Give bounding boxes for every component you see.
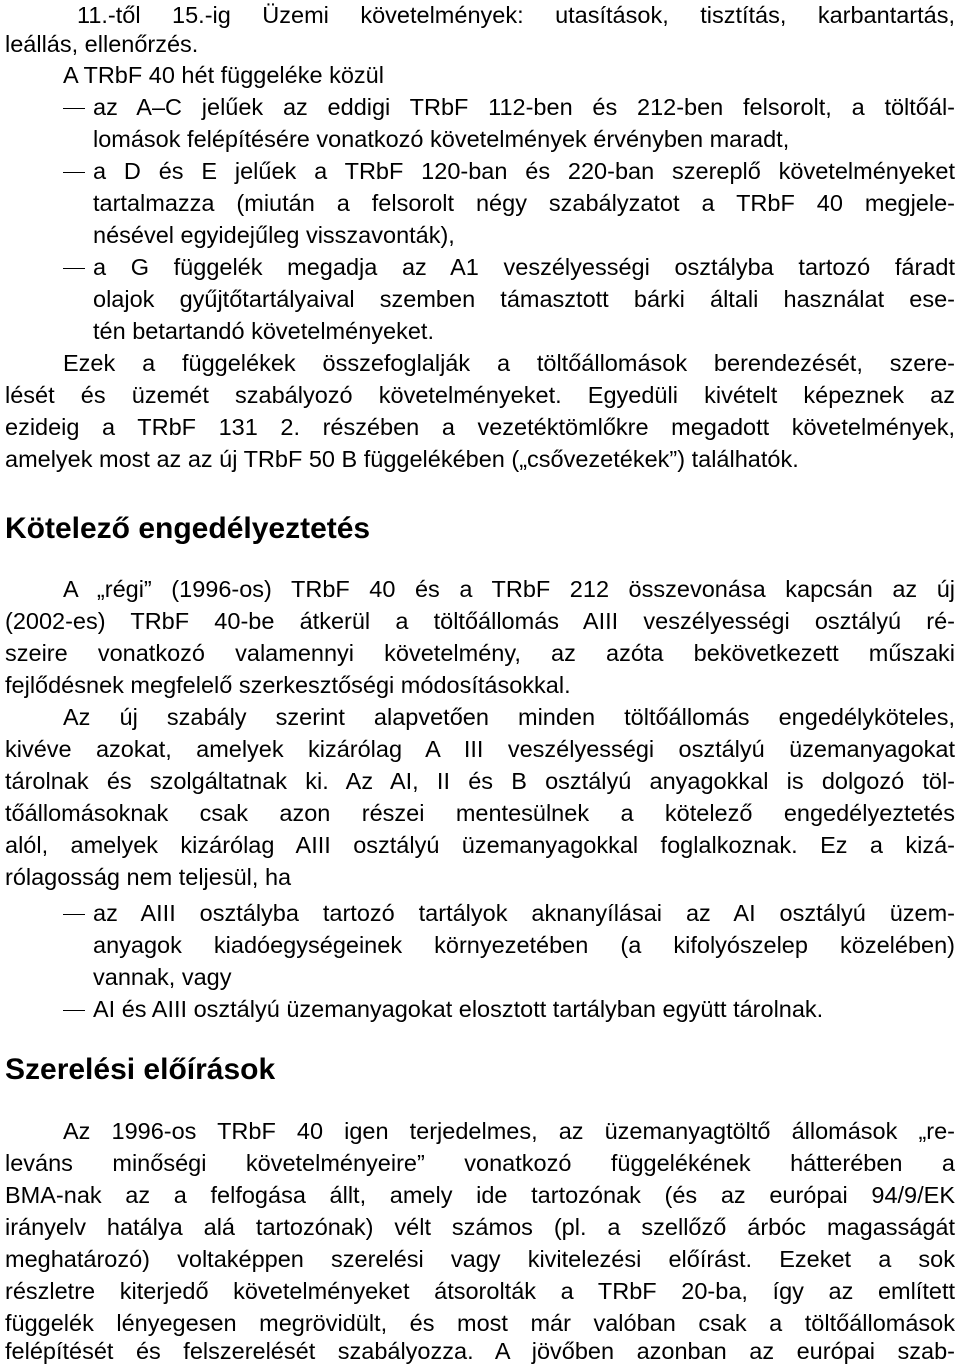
dash-bullet-icon xyxy=(63,914,85,915)
intro-para-line-2: lését és üzemét szabályozó követelményeket. Egyedüli kivételt képeznek az xyxy=(5,382,955,408)
intro-para-line-4: amelyek most az az új TRbF 50 B függelékében („csővezetékek”) találhatók. xyxy=(5,446,799,472)
s2-para-line-5: meghatározó) voltaképpen szerelési vagy kivitelezési előírást. Ezeket a sok xyxy=(5,1246,955,1272)
s2-para-line-4: irányelv hatálya alá tartozónak) vélt számos (pl. a szellőző árbóc magasságát xyxy=(5,1214,955,1240)
s1-para1-line-3: szeire vonatkozó valamennyi követelmény, az azóta bekövetkezett műszaki xyxy=(5,640,955,666)
intro-line-2: leállás, ellenőrzés. xyxy=(5,31,199,57)
dash-bullet-icon xyxy=(63,172,85,173)
s1-bullet-1-line-3: vannak, vagy xyxy=(93,964,232,990)
s2-para-line-6: részletre kiterjedő követelményeket átsorolták a TRbF 20-ba, így az említett xyxy=(5,1278,955,1304)
s1-para1-line-2: (2002-es) TRbF 40-be átkerül a töltőállomás AIII veszélyességi osztályú ré- xyxy=(5,608,955,634)
s1-para2-line-2: kivéve azokat, amelyek kizárólag A III veszélyességi osztályú üzemanyagokat xyxy=(5,736,955,762)
intro-lead: A TRbF 40 hét függeléke közül xyxy=(63,62,384,88)
section-heading-licensing: Kötelező engedélyeztetés xyxy=(5,512,371,545)
intro-bullet-1-line-1: az A–C jelűek az eddigi TRbF 112-ben és 212-ben felsorolt, a töltőál- xyxy=(93,94,955,120)
s2-para-line-3: BMA-nak az a felfogása állt, amely ide tartozónak (és az európai 94/9/EK xyxy=(5,1182,955,1208)
intro-bullet-2-line-1: a D és E jelűek a TRbF 120-ban és 220-ban szereplő követelményeket xyxy=(93,158,955,184)
intro-para-line-3: ezideig a TRbF 131 2. részében a vezetéktömlőkre megadott követelmények, xyxy=(5,414,955,440)
section-heading-installation: Szerelési előírások xyxy=(5,1053,276,1086)
s1-bullet-1-line-1: az AIII osztályba tartozó tartályok aknanyílásai az AI osztályú üzem- xyxy=(93,900,955,926)
s1-para2-line-5: alól, amelyek kizárólag AIII osztályú üzemanyagokkal foglalkoznak. Ez a kizá- xyxy=(5,832,955,858)
s2-para-line-2: leváns minőségi követelményeire” vonatkozó függelékének hátterében a xyxy=(5,1150,955,1176)
intro-para-line-1: Ezek a függelékek összefoglalják a töltőállomások berendezését, szere- xyxy=(63,350,955,376)
dash-bullet-icon xyxy=(63,1010,85,1011)
s1-para1-line-4: fejlődésnek megfelelő szerkesztőségi módosításokkal. xyxy=(5,672,571,698)
s2-para-line-8: felépítését és felszerelését szabályozza. A jövőben azonban az európai szab- xyxy=(5,1338,955,1364)
dash-bullet-icon xyxy=(63,108,85,109)
intro-bullet-3-line-1: a G függelék megadja az A1 veszélyességi osztályba tartozó fáradt xyxy=(93,254,955,280)
s1-para2-line-4: tőállomásoknak csak azon részei mentesülnek a kötelező engedélyeztetés xyxy=(5,800,955,826)
s2-para-line-1: Az 1996-os TRbF 40 igen terjedelmes, az üzemanyagtöltő állomások „re- xyxy=(63,1118,955,1144)
intro-bullet-3-line-2: olajok gyűjtőtartályaival szemben támasztott bárki általi használat ese- xyxy=(93,286,955,312)
s1-para2-line-6: rólagosság nem teljesül, ha xyxy=(5,864,292,890)
intro-bullet-3-line-3: tén betartandó követelményeket. xyxy=(93,318,434,344)
s1-bullet-1-line-2: anyagok kiadóegységeinek környezetében (a kifolyószelep közelében) xyxy=(93,932,955,958)
s1-para1-line-1: A „régi” (1996-os) TRbF 40 és a TRbF 212 összevonása kapcsán az új xyxy=(63,576,955,602)
s2-para-line-7: függelék lényegesen megrövidült, és most már valóban csak a töltőállomások xyxy=(5,1310,955,1336)
intro-bullet-1-line-2: lomások felépítésére vonatkozó követelmények érvényben maradt, xyxy=(93,126,790,152)
s1-bullet-2-line-1: AI és AIII osztályú üzemanyagokat elosztott tartályban együtt tárolnak. xyxy=(93,996,824,1022)
dash-bullet-icon xyxy=(63,268,85,269)
intro-line-1: 11.-től 15.-ig Üzemi követelmények: utasítások, tisztítás, karbantartás, xyxy=(77,2,955,28)
intro-bullet-2-line-2: tartalmazza (miután a felsorolt négy szabályzatot a TRbF 40 megjele- xyxy=(93,190,955,216)
s1-para2-line-3: tárolnak és szolgáltatnak ki. Az AI, II és B osztályú anyagokkal is dolgozó töl- xyxy=(5,768,955,794)
s1-para2-line-1: Az új szabály szerint alapvetően minden töltőállomás engedélyköteles, xyxy=(63,704,955,730)
intro-bullet-2-line-3: nésével egyidejűleg visszavonták), xyxy=(93,222,455,248)
